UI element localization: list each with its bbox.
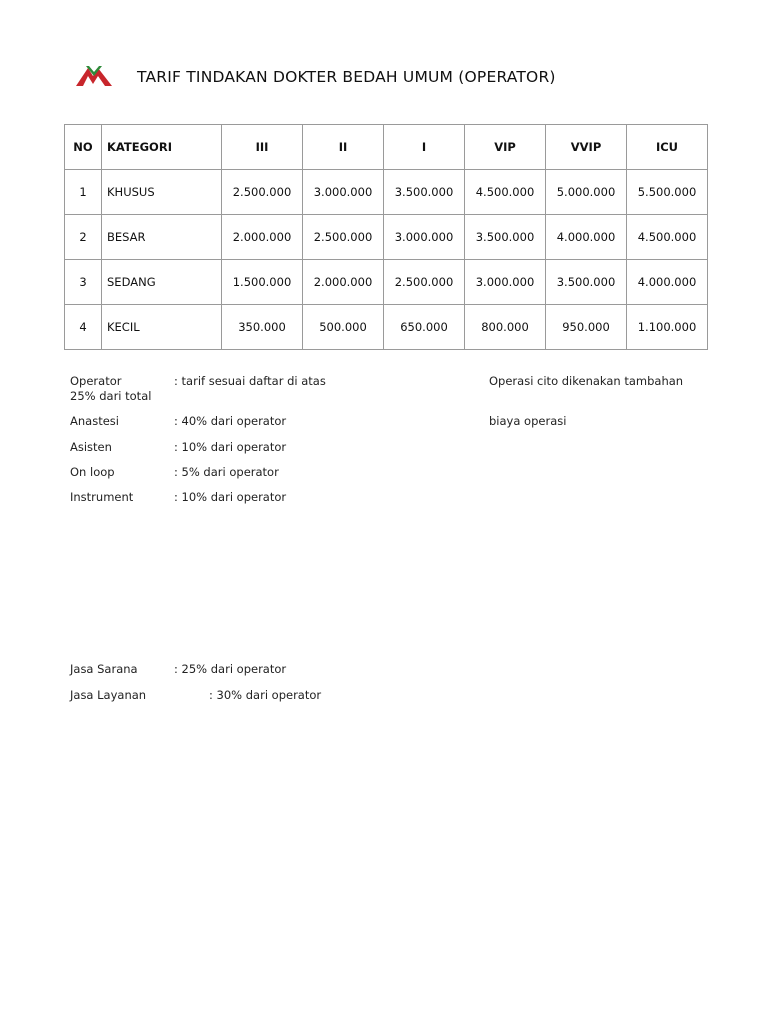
anastesi-label: Anastesi [70,414,119,428]
asisten-label: Asisten [70,440,112,454]
cell-no: 1 [65,170,102,215]
cell-value: 350.000 [222,305,303,350]
cell-value: 650.000 [384,305,465,350]
page-title: TARIF TINDAKAN DOKTER BEDAH UMUM (OPERATOR) [137,68,556,86]
jasa-sarana-label: Jasa Sarana [70,662,138,676]
cell-value: 3.500.000 [384,170,465,215]
header-vvip: VVIP [546,125,627,170]
table-header-row [65,125,708,170]
anastesi-value: : 40% dari operator [174,414,287,428]
cell-value: 1.100.000 [627,305,708,350]
cell-value: 4.500.000 [627,215,708,260]
cell-kategori: SEDANG [102,260,222,305]
operator-label: Operator [70,374,122,388]
table-row [65,260,708,305]
header-iii: III [222,125,303,170]
onloop-value: : 5% dari operator [174,465,279,479]
cell-value: 2.500.000 [303,215,384,260]
cito-note-line3: biaya operasi [489,414,567,428]
onloop-label: On loop [70,465,115,479]
cell-value: 2.500.000 [222,170,303,215]
jasa-layanan-value: : 30% dari operator [209,688,322,702]
cell-value: 2.000.000 [222,215,303,260]
cito-note-line2: 25% dari total [70,389,152,403]
cell-value: 4.000.000 [546,215,627,260]
cell-value: 800.000 [465,305,546,350]
cell-value: 3.000.000 [384,215,465,260]
cell-value: 4.000.000 [627,260,708,305]
cell-value: 3.500.000 [465,215,546,260]
cell-value: 500.000 [303,305,384,350]
cell-value: 4.500.000 [465,170,546,215]
cell-value: 5.000.000 [546,170,627,215]
cell-kategori: KECIL [102,305,222,350]
table-row [65,215,708,260]
cell-kategori: KHUSUS [102,170,222,215]
cell-value: 3.000.000 [465,260,546,305]
instrument-value: : 10% dari operator [174,490,287,504]
header-kategori: KATEGORI [102,125,222,170]
cell-value: 2.500.000 [384,260,465,305]
header-vip: VIP [465,125,546,170]
cito-note-line1: Operasi cito dikenakan tambahan [489,374,684,388]
header-ii: II [303,125,384,170]
instrument-label: Instrument [70,490,134,504]
table-row [65,305,708,350]
cell-value: 2.000.000 [303,260,384,305]
cell-no: 4 [65,305,102,350]
asisten-value: : 10% dari operator [174,440,287,454]
cell-no: 3 [65,260,102,305]
jasa-layanan-label: Jasa Layanan [70,688,147,702]
cell-value: 950.000 [546,305,627,350]
cell-value: 1.500.000 [222,260,303,305]
cell-value: 5.500.000 [627,170,708,215]
header-no: NO [65,125,102,170]
anugerah-medika-logo [72,62,116,96]
cell-value: 3.500.000 [546,260,627,305]
jasa-sarana-value: : 25% dari operator [174,662,287,676]
tarif-table [64,124,708,350]
cell-value: 3.000.000 [303,170,384,215]
header-i: I [384,125,465,170]
table-row [65,170,708,215]
cell-kategori: BESAR [102,215,222,260]
cell-no: 2 [65,215,102,260]
header-icu: ICU [627,125,708,170]
operator-value: : tarif sesuai daftar di atas [174,374,326,388]
